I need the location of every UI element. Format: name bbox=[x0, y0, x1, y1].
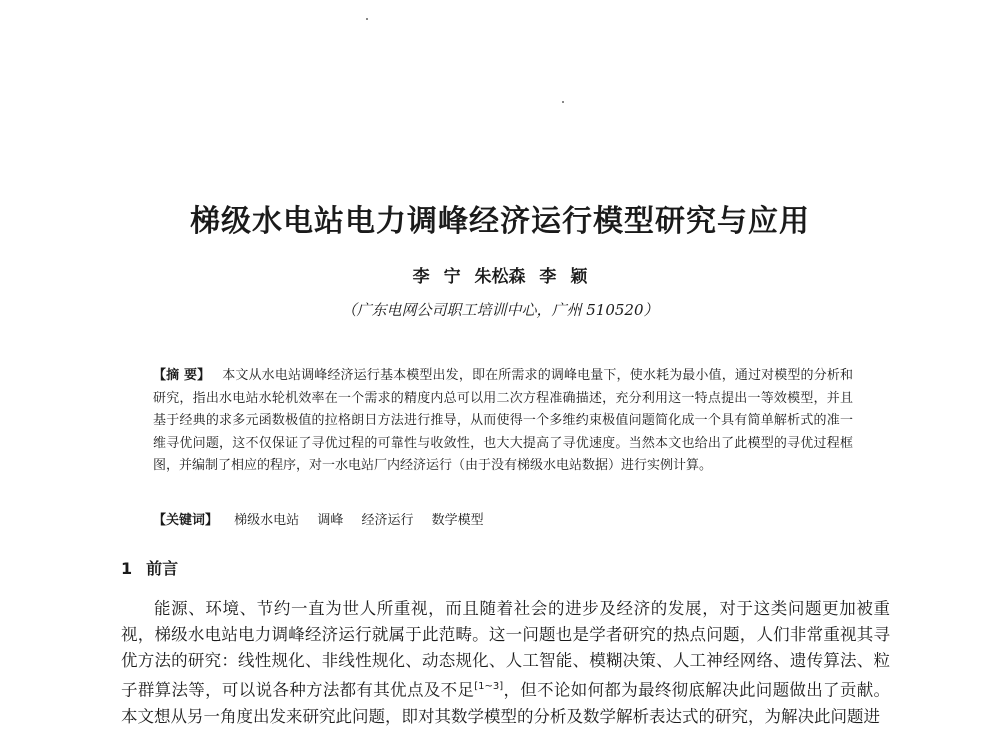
author-name: 朱松森 bbox=[474, 267, 526, 287]
abstract bbox=[153, 365, 853, 478]
body-text-part: ，但不论如何都为最终彻底解决此问题做出了贡献。本文想从另一角度出发来研究此问题，即对其数学模型的分析及数学解析表达式的研究，为解决此问题进 bbox=[121, 680, 891, 726]
keyword: 调峰 bbox=[317, 513, 344, 528]
author-list bbox=[0, 262, 1000, 287]
keywords bbox=[153, 509, 853, 528]
keyword: 数学模型 bbox=[431, 513, 484, 528]
section-title: 前言 bbox=[146, 559, 179, 578]
author-name: 李 颖 bbox=[539, 267, 588, 287]
scan-speck bbox=[562, 101, 564, 103]
keyword: 梯级水电站 bbox=[234, 513, 300, 528]
keyword: 经济运行 bbox=[361, 513, 414, 528]
section-heading bbox=[121, 556, 178, 579]
section-number: 1 bbox=[121, 559, 133, 578]
paper-title: 梯级水电站电力调峰经济运行模型研究与应用 bbox=[190, 204, 810, 239]
affiliation: （广东电网公司职工培训中心，广州 510520） bbox=[341, 301, 659, 319]
abstract-text: 本文从水电站调峰经济运行基本模型出发，即在所需求的调峰电量下，使水耗为最小值，通过对模型的分析和研究，指出水电站水轮机效率在一个需求的精度内总可以用二次方程准确描述，充分利用这一特点提出一等效模型，并且基于经典的求多元函数极值的拉格朗日方法进行推导，从而使得一个多维约束极值问题简化成一个具有简单解析式的准一维寻优问题，这不仅保证了寻优过程的可靠性与收敛性，也大大提高了寻优速度。当然本文也给出了此模型的寻优过程框图，并编制了相应的程序，对一水电站厂内经济运行（由于没有梯级水电站数据）进行实例计算。 bbox=[153, 368, 853, 473]
author-name: 李 宁 bbox=[412, 267, 461, 287]
scan-speck bbox=[366, 18, 368, 20]
body-paragraph bbox=[121, 596, 890, 730]
abstract-label: 【摘 要】 bbox=[153, 368, 211, 383]
citation-ref: [1~3] bbox=[474, 681, 504, 692]
body-text-part: 能源、环境、节约一直为世人所重视，而且随着社会的进步及经济的发展，对于这类问题更加被重视，梯级水电站电力调峰经济运行就属于此范畴。这一问题也是学者研究的热点问题，人们非常重视其寻优方法的研究：线性规化、非线性规化、动态规化、人工智能、模糊决策、人工神经网络、遗传算法、粒子群算法等，可以说各种方法都有其优点及不足 bbox=[121, 599, 890, 700]
keywords-label: 【关键词】 bbox=[153, 513, 219, 528]
